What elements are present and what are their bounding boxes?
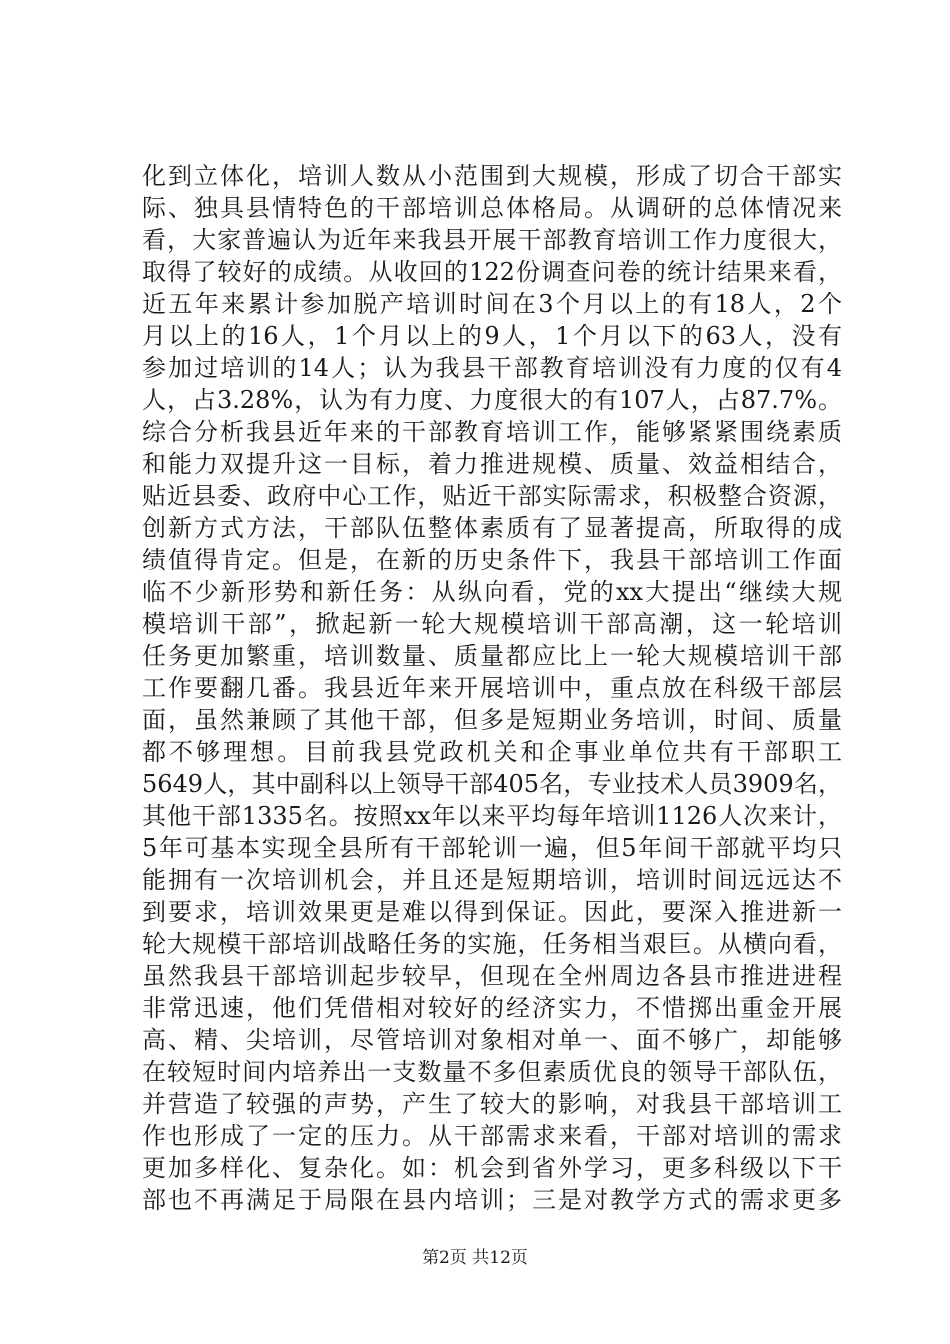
text-line: 5年可基本实现全县所有干部轮训一遍，但5年间干部就平均只 [142, 834, 842, 862]
text-line: 创新方式方法，干部队伍整体素质有了显著提高，所取得的成 [142, 514, 842, 542]
text-line: 贴近县委、政府中心工作，贴近干部实际需求，积极整合资源， [142, 482, 842, 510]
text-line: 作也形成了一定的压力。从干部需求来看，干部对培训的需求 [142, 1122, 842, 1150]
text-line: 在较短时间内培养出一支数量不多但素质优良的领导干部队伍， [142, 1058, 842, 1086]
text-line: 模培训干部”，掀起新一轮大规模培训干部高潮，这一轮培训 [142, 610, 842, 638]
text-line: 化到立体化，培训人数从小范围到大规模，形成了切合干部实 [142, 162, 842, 190]
text-line: 能拥有一次培训机会，并且还是短期培训，培训时间远远达不 [142, 866, 842, 894]
text-line: 到要求，培训效果更是难以得到保证。因此，要深入推进新一 [142, 898, 842, 926]
text-line: 人，占3.28%，认为有力度、力度很大的有107人，占87.7%。 [142, 386, 842, 414]
text-line: 都不够理想。目前我县党政机关和企事业单位共有干部职工 [142, 738, 842, 766]
text-line: 任务更加繁重，培训数量、质量都应比上一轮大规模培训干部 [142, 642, 842, 670]
text-line: 看，大家普遍认为近年来我县开展干部教育培训工作力度很大， [142, 226, 842, 254]
text-line: 高、精、尖培训，尽管培训对象相对单一、面不够广，却能够 [142, 1026, 842, 1054]
text-line: 虽然我县干部培训起步较早，但现在全州周边各县市推进进程 [142, 962, 842, 990]
text-line: 其他干部1335名。按照xx年以来平均每年培训1126人次来计， [142, 802, 842, 830]
text-line: 和能力双提升这一目标，着力推进规模、质量、效益相结合， [142, 450, 842, 478]
text-line: 月以上的16人，1个月以上的9人，1个月以下的63人，没有 [142, 322, 842, 350]
text-line: 取得了较好的成绩。从收回的122份调查问卷的统计结果来看， [142, 258, 842, 286]
body-paragraph [142, 160, 842, 1216]
text-line: 绩值得肯定。但是，在新的历史条件下，我县干部培训工作面 [142, 546, 842, 574]
text-line: 近五年来累计参加脱产培训时间在3个月以上的有18人，2个 [142, 290, 842, 318]
text-line: 工作要翻几番。我县近年来开展培训中，重点放在科级干部层 [142, 674, 842, 702]
text-line: 临不少新形势和新任务：从纵向看，党的xx大提出“继续大规 [142, 578, 842, 606]
text-line: 参加过培训的14人；认为我县干部教育培训没有力度的仅有4 [142, 354, 842, 382]
text-line: 并营造了较强的声势，产生了较大的影响，对我县干部培训工 [142, 1090, 842, 1118]
text-line: 更加多样化、复杂化。如：机会到省外学习，更多科级以下干 [142, 1154, 842, 1182]
text-line: 部也不再满足于局限在县内培训；三是对教学方式的需求更多 [142, 1186, 842, 1214]
text-line: 非常迅速，他们凭借相对较好的经济实力，不惜掷出重金开展 [142, 994, 842, 1022]
text-line: 综合分析我县近年来的干部教育培训工作，能够紧紧围绕素质 [142, 418, 842, 446]
text-line: 面，虽然兼顾了其他干部，但多是短期业务培训，时间、质量 [142, 706, 842, 734]
text-line: 际、独具县情特色的干部培训总体格局。从调研的总体情况来 [142, 194, 842, 222]
page-number-footer: 第2页 共12页 [422, 1248, 528, 1268]
text-line: 轮大规模干部培训战略任务的实施，任务相当艰巨。从横向看， [142, 930, 842, 958]
text-line: 5649人，其中副科以上领导干部405名，专业技术人员3909名， [142, 770, 842, 798]
